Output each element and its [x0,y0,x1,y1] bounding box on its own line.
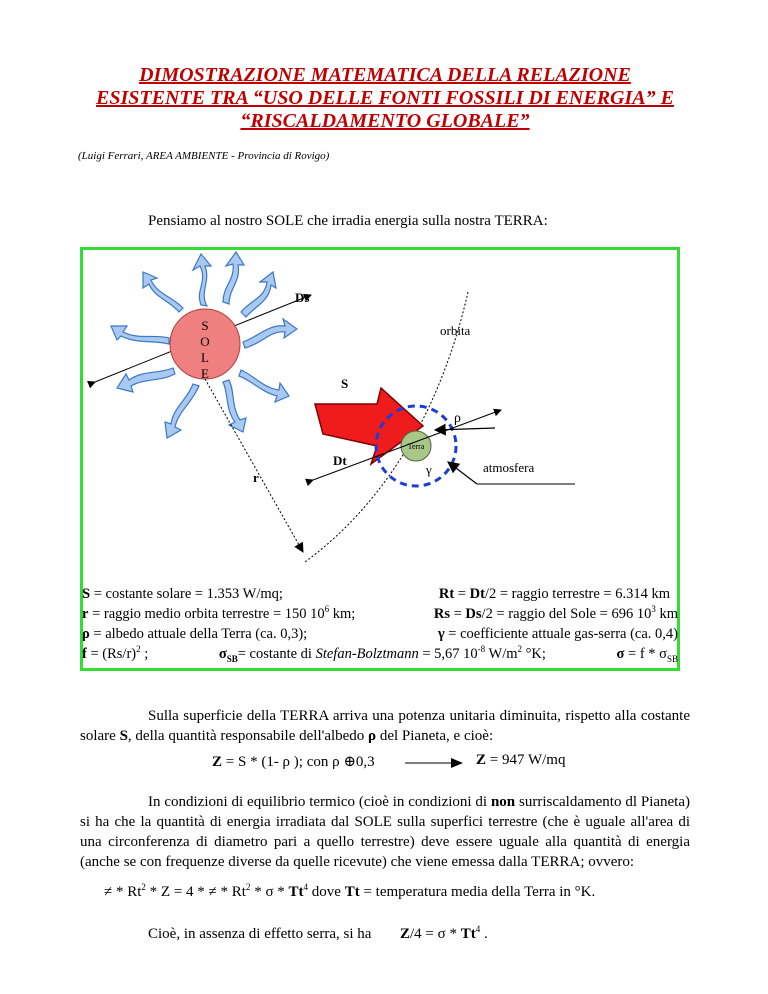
def-r-symbol: r [82,606,89,622]
def-r-text: = raggio medio orbita terrestre = 150 10 [88,606,325,622]
title-line-2: ESISTENTE TRA “USO DELLE FONTI FOSSILI DI ENERGIA” E [96,87,674,109]
def-sigma-sb-unit-exp: 2 [517,644,522,655]
def-r-exp: 6 [324,604,330,615]
formula2-tt: Tt [288,884,304,900]
def-sigma-sb-end: °K; [522,646,546,662]
sun-letter-l: L [201,350,209,365]
author-line: (Luigi Ferrari, AREA AMBIENTE - Provincia di Rovigo) [78,150,330,162]
sun-letter-o: O [200,334,210,349]
def-sigma-sb-sub: SB [226,653,238,664]
def-s-symbol: S [82,586,91,602]
r-radius-line [205,379,303,552]
definitions-row-1 [82,584,678,604]
definitions-row-3 [82,624,678,644]
def-rs-eq: = [449,606,466,622]
formula-z [212,752,375,771]
formula2-b: * Z = 4 * ≠ * Rt [145,884,246,900]
label-rho: ρ [454,411,461,426]
def-rt-text: /2 = raggio terrestre = 6.314 km [484,586,670,602]
formula-arrow [405,756,465,770]
def-sigma-sb-text: = costante di [237,646,316,662]
definitions-row-2 [82,604,678,624]
def-f-symbol: f [82,646,87,662]
def-f-exp: 2 [136,644,141,655]
def-rt-symbol: Rt [438,586,455,602]
def-r-end: km; [329,606,356,622]
def-rs-exp: 3 [651,604,656,615]
formula-equilibrium [104,884,595,901]
sun-letter-s: S [201,318,209,333]
formula2-tt-exp: 4 [303,882,309,892]
formula-no-greenhouse-text [148,926,371,943]
def-sigma-symbol: σ [616,646,625,662]
def-rs-text: /2 = raggio del Sole = 696 10 [481,606,652,622]
formula2-d: dove [308,884,345,900]
formula-z-result [476,752,565,769]
para1-text-a: Sulla superficie della TERRA arriva una potenza unitaria diminuita, rispetto alla costante solare [80,708,690,744]
formula2-tt2: Tt [344,884,360,900]
formula1-result-value: = 947 W/mq [486,752,566,768]
sun-letter-e: E [201,366,209,381]
def-s-text: = costante solare = 1.353 W/mq; [90,586,283,602]
def-f-end: ; [140,646,149,662]
label-ds: Ds [295,290,310,305]
label-terra: Terra [407,442,425,451]
def-rt-eq: = [454,586,470,602]
formula3-tt: Tt [460,926,476,942]
label-orbita: orbita [440,323,471,338]
label-atmosfera: atmosfera [483,460,535,475]
formula1-mid: = S * (1- ρ ); con ρ ⊕0,3 [222,754,375,770]
formula2-a-exp: 2 [141,882,146,892]
label-s: S [341,376,349,391]
def-gamma-text: = coefficiente attuale gas-serra (ca. 0,4) [444,626,678,642]
para2-text-a: In condizioni di equilibrio termico (cioè in condizioni di [148,794,491,810]
def-sigma-sb-exp: -8 [477,644,486,655]
def-f-text: = (Rs/r) [86,646,137,662]
formula2-e: = temperatura media della Terra in °K. [359,884,596,900]
title-line-3: “RISCALDAMENTO GLOBALE” [240,110,530,132]
def-gamma-symbol: γ [437,626,445,642]
formula1-z: Z [212,754,223,770]
label-gamma: γ [426,462,432,477]
label-r: r [253,470,259,485]
paragraph-equilibrium [80,792,690,872]
title-line-1: DIMOSTRAZIONE MATEMATICA DELLA RELAZIONE [139,64,631,86]
def-ds-symbol: Ds [465,606,482,622]
label-dt: Dt [333,453,347,468]
def-sigma-sub: SB [666,653,678,664]
formula3-tt-exp: 4 [475,924,481,934]
def-rho-symbol: ρ [82,626,90,642]
formula3-end: . [480,926,488,942]
intro-sentence: Pensiamo al nostro SOLE che irradia energia sulla nostra TERRA: [148,213,548,229]
formula2-b-exp: 2 [245,882,251,892]
para2-text-c: surriscaldamento dl Pianeta) si ha che la quantità di energia irradiata dal SOLE sulla superfici terrestre (che è uguale all'area di una circonferenza di diametro pari a quello terrestre) deve essere uguale alla quantità di energia (anche se con frequenze diverse da quelle ricevute) che viene emessa dalla TERRA; ovvero: [80,794,691,870]
def-rs-symbol: Rs [433,606,450,622]
definitions-block [82,584,678,664]
def-stefan-boltzmann: Stefan-Bolztmann [315,646,419,662]
para1-s: S [119,728,128,744]
formula2-a: ≠ * Rt [104,884,142,900]
def-rho-text: = albedo attuale della Terra (ca. 0,3); [89,626,308,642]
formula1-result-z: Z [476,752,487,768]
atmosfera-arrow [448,462,477,484]
albedo-arrow [435,428,495,430]
def-sigma-sb-unit: W/m [485,646,518,662]
para2-non: non [490,794,516,810]
def-dt-symbol: Dt [469,586,485,602]
formula-no-greenhouse [400,926,488,943]
formula3-text: Cioè, in assenza di effetto serra, si ha [148,926,372,942]
para1-text-e: del Pianeta, e cioè: [376,728,494,744]
def-sigma-sb-value: = 5,67 10 [418,646,478,662]
para1-text-c: , della quantità responsabile dell'albedo [127,728,369,744]
def-rs-end: km [655,606,678,622]
definitions-row-4 [82,644,678,664]
formula2-c: * σ * [250,884,289,900]
document-title [40,64,730,133]
formula3-c: /4 = σ * [410,926,461,942]
formula3-z: Z [400,926,411,942]
paragraph-albedo [80,706,690,746]
para1-rho: ρ [368,728,377,744]
def-sigma-sb-symbol: σ [218,646,227,662]
def-sigma-text: = f * σ [624,646,667,662]
